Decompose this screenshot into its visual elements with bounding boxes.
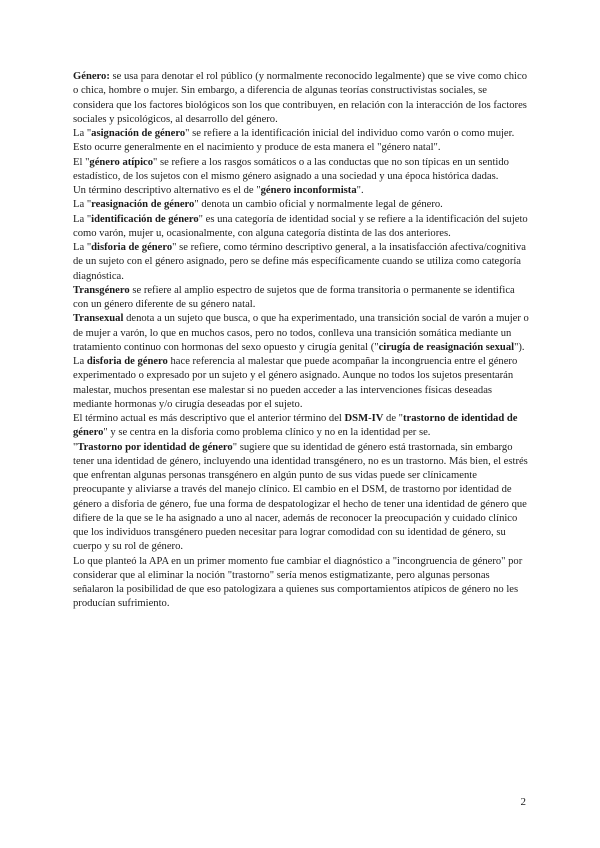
document-body	[73, 70, 530, 612]
text-run: " es una categoría de identidad social y se refiere a la identificación del sujeto como varón, mujer u, ocasionalmente, con alguna categoría distinta de las dos anteriores.	[73, 213, 528, 239]
text-run: de "	[383, 413, 403, 424]
text-run: se usa para denotar el rol público (y normalmente reconocido legalmente) que se vive como chico o chica, hombre o mujer. Sin embargo, a diferencia de algunas teorías constructivistas sociales, se considera que los factores biológicos son los que contribuyen, en relación con la interacción de los factores sociales y psicológicos, al desarrollo del género.	[73, 71, 527, 125]
paragraph	[73, 184, 530, 198]
bold-term: cirugía de reasignación sexual	[378, 341, 515, 353]
text-run: "	[73, 441, 78, 453]
bold-term: asignación de género	[91, 128, 186, 139]
text-run: denota a un sujeto que busca, o que ha experimentado, una transición social de varón a mujer o de mujer a varón, lo que en muchos casos, pero no todos, conlleva una transición somática mediante un tratamiento continuo con hormonas del sexo opuesto y cirugía genital ("	[73, 313, 529, 353]
text-run: hace referencia al malestar que puede acompañar la incongruencia entre el género experimentado o expresado por un sujeto y el género asignado. Aunque no todos los sujetos presentarán malestar, muchos presentan ese malestar si no pueden acceder a las intervenciones físicas deseadas mediante hormonas y/o cirugía deseadas por el sujeto.	[73, 356, 518, 410]
bold-term: DSM-IV	[344, 413, 384, 424]
text-run: El término actual es más descriptivo que el anterior término del	[73, 413, 345, 424]
text-run: La "	[73, 199, 92, 211]
text-run: " se refiere, como término descriptivo general, a la insatisfacción afectiva/cognitiva de un sujeto con el género asignado, pero se define más específicamente cuando se utiliza como categoría diagnóstica.	[73, 242, 526, 282]
paragraph	[73, 127, 530, 156]
bold-term: Trastorno por identidad de género	[77, 441, 233, 453]
bold-term: disforia de género	[86, 356, 168, 367]
text-run: Lo que planteó la APA en un primer momento fue cambiar el diagnóstico a "incongruencia de género" por considerar que al eliminar la noción "trastorno" sería menos estigmatizante, pero algunas personas señalaron la posibilidad de que eso patologizara a quienes sus comportamientos atípicos de género no les producían sufrimiento.	[73, 555, 523, 610]
bold-term: género inconformista	[260, 185, 357, 196]
text-run: Un término descriptivo alternativo es el de "	[73, 185, 261, 196]
paragraph	[73, 213, 530, 242]
text-run: " se refiere a la identificación inicial del individuo como varón o como mujer. Esto ocurre generalmente en el nacimiento y produce de esta manera el "género natal".	[73, 128, 515, 154]
bold-term: trastorno de identidad de género	[73, 413, 518, 439]
text-run: se refiere al amplio espectro de sujetos que de forma transitoria o permanente se identifica con un género diferente de su género natal.	[73, 284, 515, 310]
paragraph	[73, 70, 530, 127]
paragraph	[73, 412, 530, 441]
text-run: La	[73, 356, 87, 367]
text-run: " sugiere que su identidad de género está trastornada, sin embargo tener una identidad de género, incluyendo una identidad transgénero, no es un trastorno. Más bien, el estrés que enfrentan algunas personas transgénero en algún punto de sus vidas puede ser clínicamente preocupante y aliviarse a través del manejo clínico. El cambio en el DSM, de trastorno por identidad de género a disforia de género, fue una forma de despatologizar el hecho de tener una identidad de género que difiere de la que se le ha asignado a uno al nacer, además de reconocer la preocupación y cuidado clínico que los individuos transgénero pueden necesitar para lograr comodidad con su identidad de género, su cuerpo y su rol de género.	[73, 441, 528, 553]
paragraph	[73, 555, 530, 612]
paragraph	[73, 198, 530, 212]
bold-term: identificación de género	[91, 213, 199, 225]
bold-term: Transgénero	[73, 284, 130, 296]
text-run: La "	[73, 213, 92, 225]
text-run: ").	[514, 341, 525, 353]
text-run: La "	[73, 128, 92, 139]
paragraph	[73, 156, 530, 185]
text-run: La "	[73, 242, 92, 253]
paragraph	[73, 284, 530, 313]
bold-term: género atípico	[89, 156, 154, 168]
text-run: ".	[356, 185, 364, 196]
paragraph	[73, 241, 530, 284]
text-run: " y se centra en la disforia como problema clínico y no en la identidad per se.	[103, 427, 431, 439]
paragraph	[73, 441, 530, 555]
bold-term: Género:	[73, 71, 110, 82]
page-number: 2	[520, 796, 526, 808]
text-run: El "	[73, 156, 90, 168]
text-run: " se refiere a los rasgos somáticos o a las conductas que no son típicas en un sentido estadístico, de los sujetos con el mismo género asignado a una sociedad y una época histórica dadas.	[73, 156, 509, 182]
paragraph	[73, 312, 530, 355]
text-run: " denota un cambio oficial y normalmente legal de género.	[194, 199, 443, 211]
bold-term: Transexual	[73, 313, 124, 325]
paragraph	[73, 355, 530, 412]
bold-term: reasignación de género	[91, 199, 195, 211]
bold-term: disforia de género	[91, 242, 173, 253]
